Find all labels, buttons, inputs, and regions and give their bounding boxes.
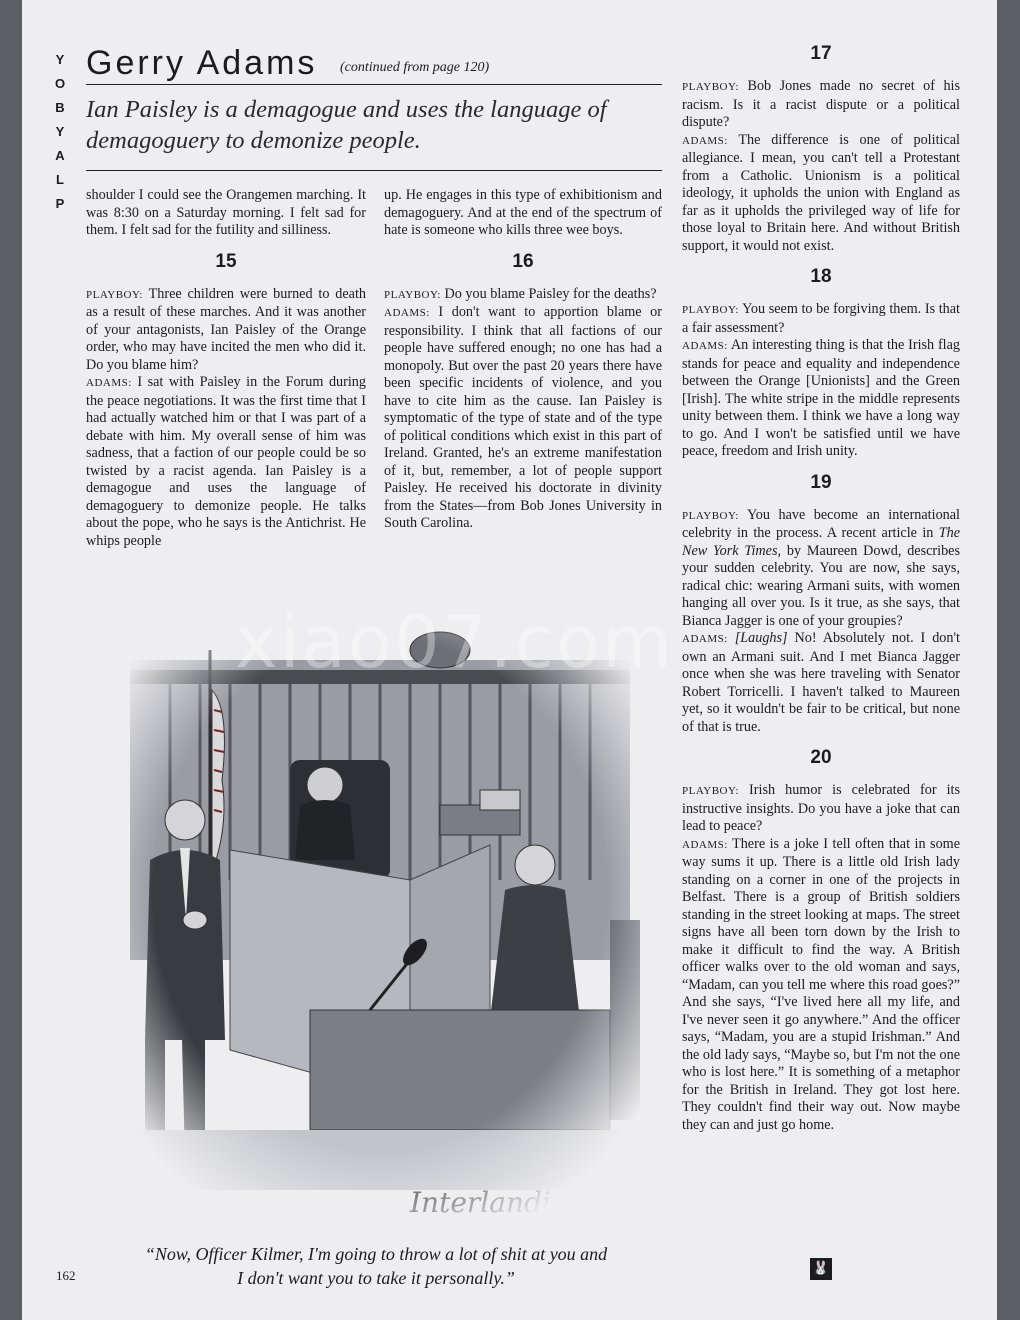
section-number: 17 [810,43,832,64]
section-number: 16 [512,250,534,272]
brand-letter: O [54,76,66,91]
caption-line: “Now, Officer Kilmer, I'm going to throw a lot of shit at you and [144,1244,608,1264]
section-number: 20 [810,747,832,768]
answer-text: The difference is one of political allegiance. I mean, you can't tell a Protestant from a Catholic. Unionism is a political ideology, it upholds the union with England as far as it upholds the privileged way of life for those loyal to Britain here. And without British support, it would not exist. [682,131,960,254]
speaker-label: PLAYBOY: [384,288,441,301]
answer [86,374,366,550]
brand-letter: L [56,172,64,187]
question-text: Do you blame Paisley for the deaths? [444,285,657,302]
paragraph: shoulder I could see the Orangemen marching. It was 8:30 on a Saturday morning. I felt sad for them. I felt sad for the futility and silliness. [86,187,366,238]
question-text: You seem to be forgiving them. Is that a fair assessment? [682,301,960,336]
section-number: 19 [810,471,832,493]
speaker-label: ADAMS: [384,307,430,319]
speaker-label: PLAYBOY: [682,81,739,93]
text-column-1 [86,187,366,550]
question-text: by Maureen Dowd, describes your sudden celebrity. You are now, she says, radical chic: wearing Armani suits, with women hanging all over you. Is it true, as she says, that Bianca Jagger is one of your groupies? [682,542,961,629]
courtroom-cartoon [110,620,650,1230]
speaker-label: ADAMS: [682,134,728,147]
answer-text: I sat with Paisley in the Forum during the peace negotiations. It was the first time that I had actually watched him or that I was part of a debate with him. My overall sense of him was sadness, that a faction of our people could be so twisted by a racist agenda. Ian Paisley is a demagogue and uses the language of demagoguery to demonize people. He talks about the pope, who he says is the Antichrist. He whips people [86,374,366,549]
section-number: 15 [215,250,237,272]
stage-direction: [Laughs] [734,630,788,646]
question [682,78,960,132]
continued-note: (continued from page 120) [340,60,490,75]
question [384,286,662,305]
speaker-label: ADAMS: [682,838,728,851]
question-text: Three children were burned to death as a result of these marches. And it was another of your antagonists, Ian Paisley of the Orange order, who may have incited the men who did it. Do you blame him? [86,285,366,373]
answer [384,304,662,533]
brand-letter: A [55,148,65,163]
question [682,782,960,836]
speaker-label: PLAYBOY: [682,785,739,797]
magazine-brand-vertical [52,48,68,216]
answer [682,836,960,1135]
question [86,286,366,375]
speaker-label: ADAMS: [682,340,728,352]
speaker-label: ADAMS: [682,633,728,645]
brand-letter: P [55,196,65,211]
question-text: You have become an international celebrity in the process. A recent article in [682,506,960,541]
answer-text: No! Absolutely not. I don't own an Armani suit. And I met Bianca Jagger once when she was here traveling with Senator Robert Torricelli. I haven't talked to Maureen yet, so it wouldn't be fair to be critical, but none of that is true. [682,630,960,735]
end-mark-rabbit-icon: 🐰 [810,1258,832,1280]
question [682,301,960,337]
text-column-2 [384,187,662,533]
pull-quote-rule [86,170,662,171]
brand-letter: B [55,100,65,115]
article-title: Gerry Adams [86,44,318,82]
article-header [86,44,662,85]
cartoon-caption [96,1242,656,1290]
answer [682,630,960,736]
speaker-label: PLAYBOY: [682,509,739,522]
question-text: Bob Jones made no secret of his racism. Is it a racist dispute or a political dispute? [682,78,961,130]
question-text: Irish humor is celebrated for its instructive insights. Do you have a joke that can lead to peace? [682,782,960,834]
watermark: xiao07.com [235,600,675,684]
answer [682,132,960,256]
pull-quote: Ian Paisley is a demagogue and uses the language of demagoguery to demonize people. [86,96,607,154]
answer-text: There is a joke I tell often that in some way sums it up. There is a little old Irish lady standing on a corner in one of the projects in Belfast. There is a group of British soldiers standing in the street looking at maps. The street signs have all been torn down by the Irish to make it difficult to find the way. A British officer walks over to the old woman and says, “Madam, can you tell me where this road goes?” And she says, “I've lived here all my life, and I've never seen it go anywhere.” And the officer says, “Madam, you are a stupid Irishman.” And the old lady says, “Maybe so, but I'm not the one who is lost here.” It is something of a metaphor for the British in Ireland. They got lost here. They couldn't find their way out. Now maybe they can and just go home. [682,835,960,1133]
brand-letter: Y [55,124,65,139]
answer-text: An interesting thing is that the Irish flag stands for peace and equality and independence between the Orange [Unionists] and the Green [Irish]. The white stripe in the middle represents unity between them. I think we have a long way to go. And I won't be satisfied until we have peace, freedom and Irish unity. [682,337,960,459]
caption-line: I don't want you to take it personally.” [237,1268,515,1288]
page-number: 162 [56,1268,76,1283]
vignette [110,620,650,1230]
answer-text: I don't want to apportion blame or responsibility. I think that all factions of our people have suffered enough; no one has had a monopoly. But over the past 20 years there have been specific incidents of violence, and you have to cite him as the cause. Ian Paisley is symptomatic of the type of state and of the type of political conditions which exist in this part of Ireland. Granted, he's an extreme manifestation of it, but, remember, a lot of people support Paisley. He received his doctorate in divinity from the States—from Bob Jones University in South Carolina. [384,304,662,531]
speaker-label: PLAYBOY: [86,288,143,301]
section-number: 18 [810,266,832,287]
paragraph: up. He engages in this type of exhibitionism and demagoguery. And at the end of the spectrum of hate is someone who kills three wee boys. [384,187,662,238]
text-column-3 [682,44,960,1134]
question [682,507,960,631]
speaker-label: PLAYBOY: [682,304,739,316]
speaker-label: ADAMS: [86,377,132,389]
publication-name: The New York Times, [682,525,961,559]
answer [682,337,960,461]
brand-letter: Y [55,52,65,67]
